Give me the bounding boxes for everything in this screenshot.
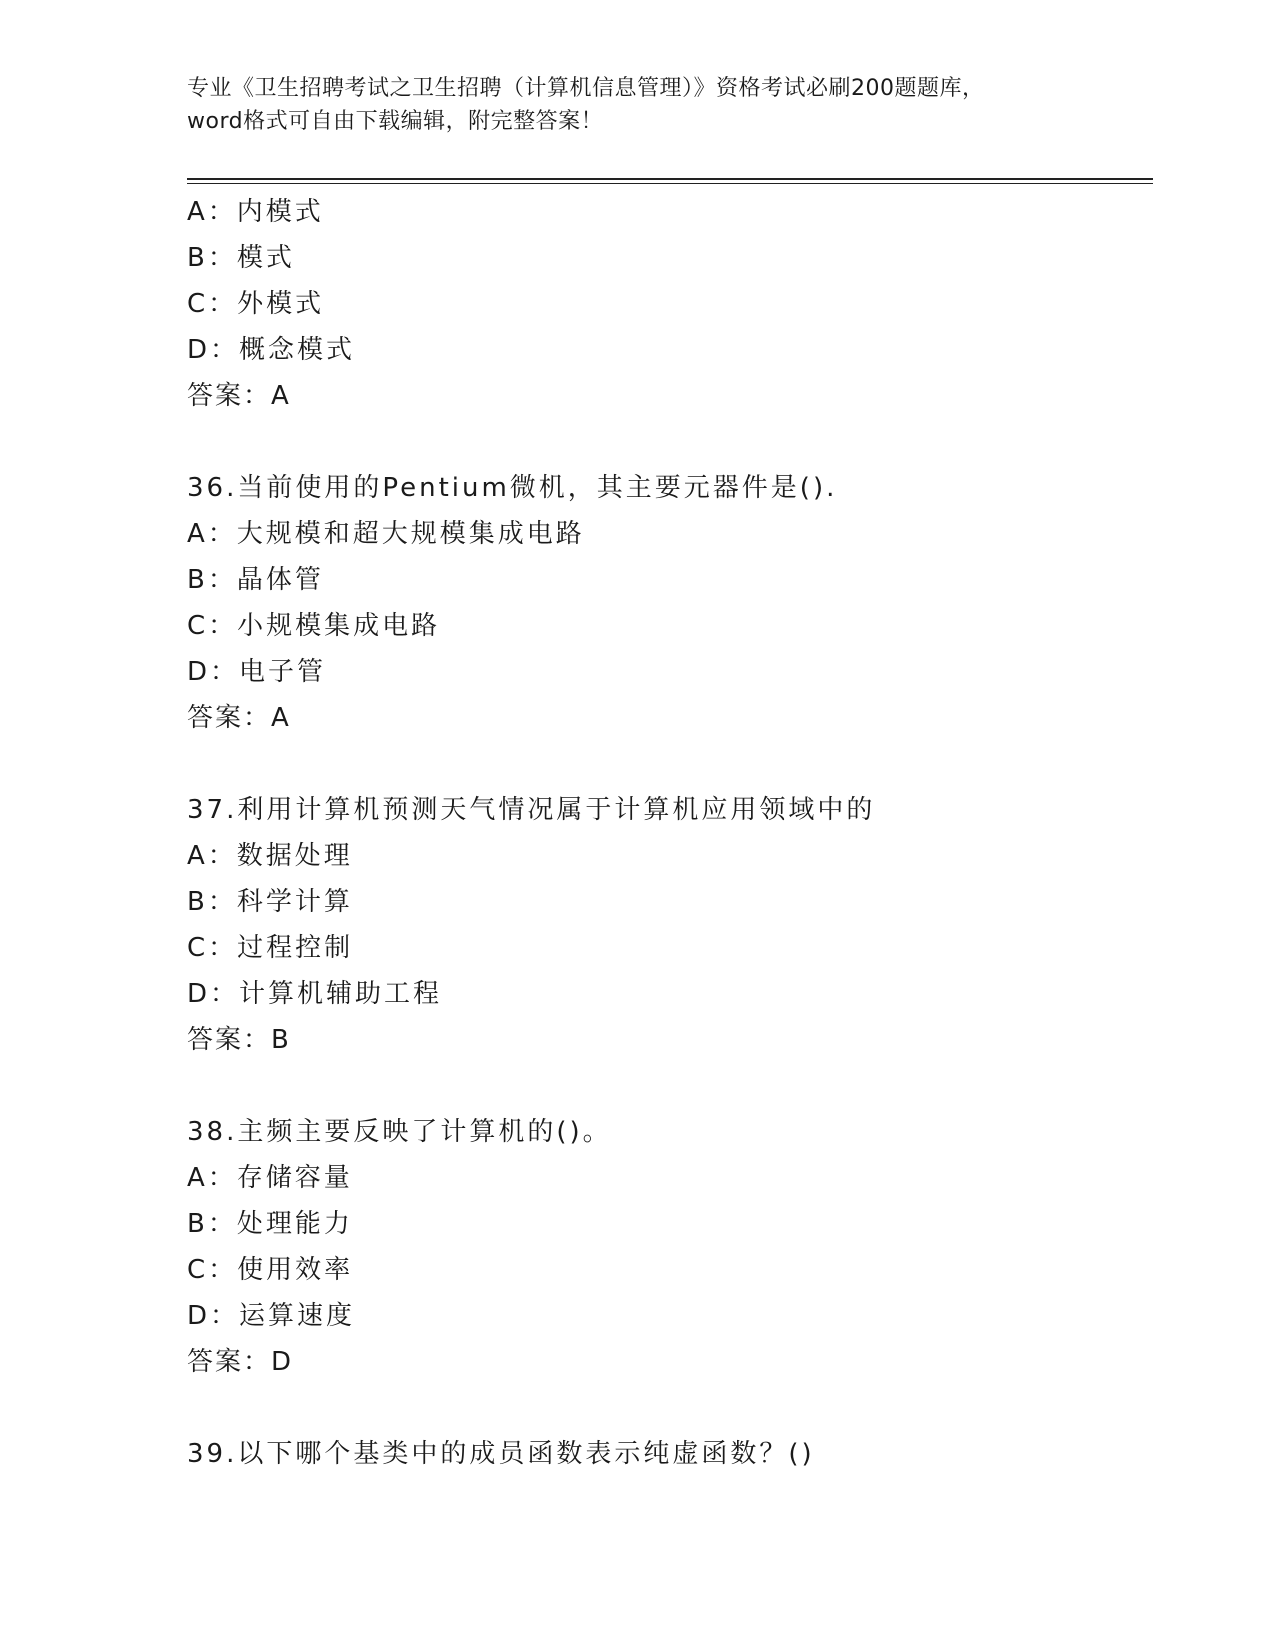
question-stem: 37.利用计算机预测天气情况属于计算机应用领域中的 — [187, 795, 876, 825]
answer-line: 答案：A — [187, 381, 291, 411]
option-a: A：大规模和超大规模集成电路 — [187, 519, 585, 549]
spacer — [187, 741, 1147, 787]
option-a: A：内模式 — [187, 197, 324, 227]
option-d: D：概念模式 — [187, 335, 356, 365]
spacer — [187, 1385, 1147, 1431]
question-block-38 — [187, 1109, 1147, 1385]
question-block-37 — [187, 787, 1147, 1063]
option-d: D：电子管 — [187, 657, 327, 687]
option-b: B：模式 — [187, 243, 295, 273]
option-a: A：数据处理 — [187, 841, 353, 871]
question-list — [187, 189, 1147, 1477]
answer-line: 答案：D — [187, 1347, 294, 1377]
header-title-line-2: word格式可自由下载编辑，附完整答案！ — [187, 109, 604, 134]
option-d: D：运算速度 — [187, 1301, 356, 1331]
document-header — [187, 72, 1087, 138]
option-b: B：晶体管 — [187, 565, 324, 595]
question-stem: 39.以下哪个基类中的成员函数表示纯虚函数？() — [187, 1439, 815, 1469]
header-title-line-1: 专业《卫生招聘考试之卫生招聘（计算机信息管理）》资格考试必刷200题题库， — [187, 76, 985, 101]
option-d: D：计算机辅助工程 — [187, 979, 443, 1009]
option-b: B：处理能力 — [187, 1209, 353, 1239]
answer-line: 答案：A — [187, 703, 291, 733]
question-stem: 38.主频主要反映了计算机的()。 — [187, 1117, 612, 1147]
option-b: B：科学计算 — [187, 887, 353, 917]
option-c: C：外模式 — [187, 289, 325, 319]
spacer — [187, 419, 1147, 465]
option-c: C：小规模集成电路 — [187, 611, 441, 641]
question-block-35 — [187, 189, 1147, 419]
header-divider-thin — [187, 183, 1153, 184]
answer-line: 答案：B — [187, 1025, 291, 1055]
question-block-36 — [187, 465, 1147, 741]
option-c: C：过程控制 — [187, 933, 354, 963]
option-a: A：存储容量 — [187, 1163, 353, 1193]
question-block-39 — [187, 1431, 1147, 1477]
option-c: C：使用效率 — [187, 1255, 354, 1285]
header-divider-thick — [187, 178, 1153, 180]
question-stem: 36.当前使用的Pentium微机，其主要元器件是(). — [187, 473, 838, 503]
spacer — [187, 1063, 1147, 1109]
